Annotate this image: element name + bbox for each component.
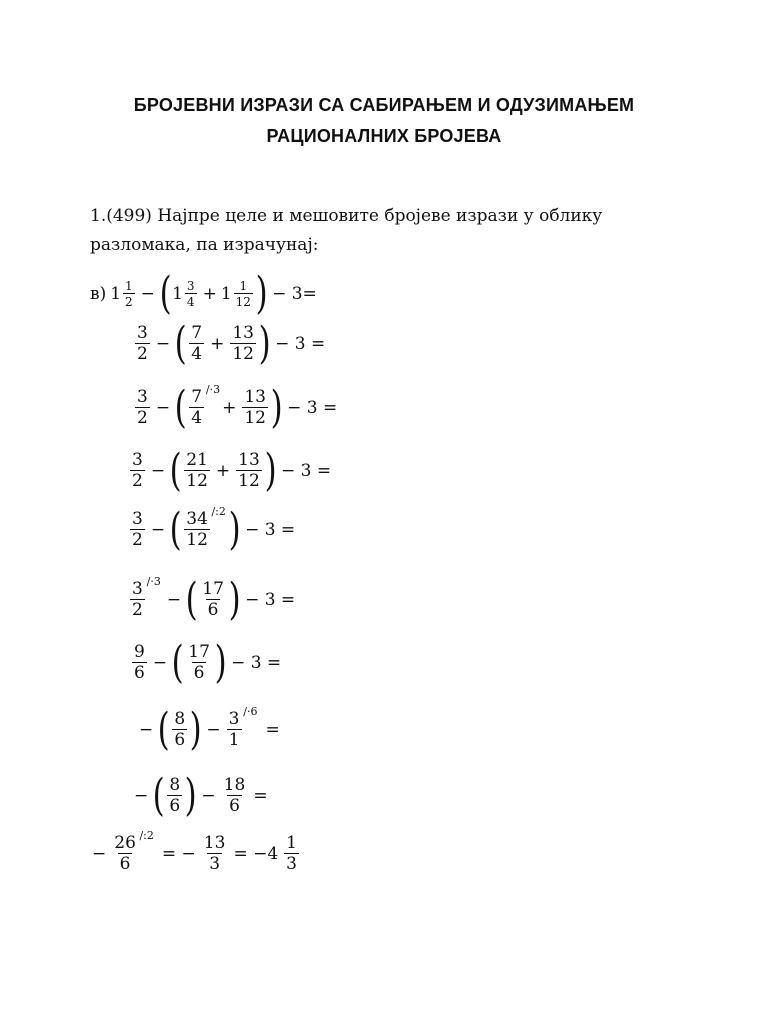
denominator: 2 [132,530,143,550]
denominator: 6 [207,600,219,620]
denominator: 6 [174,730,186,750]
minus-sign: − [92,844,107,864]
reduction-note: /:2 [139,829,154,842]
right-paren: ) [264,445,277,496]
denominator: 12 [238,471,260,491]
fraction [222,777,248,815]
plus-sign: + [215,461,231,481]
equals-result: = −4 [233,844,279,864]
mixed-number [221,280,255,308]
right-paren: ) [214,637,227,688]
fraction [202,835,228,873]
denominator: 4 [186,295,195,309]
denominator: 2 [125,295,133,309]
numerator: 13 [232,323,254,343]
equals-minus: = − [161,844,196,864]
right-paren: ) [228,574,241,625]
fraction [189,325,204,363]
minus-sign: − [155,398,171,418]
denominator: 3 [209,854,221,874]
left-paren: ( [157,704,170,755]
numerator: 8 [174,709,186,729]
expression-tail: = [265,720,280,740]
right-paren: ) [270,382,283,433]
denominator: 2 [132,471,143,491]
whole-part: 1 [110,284,122,304]
plus-sign: + [210,334,225,354]
left-paren: ( [169,504,182,555]
fraction [284,835,299,873]
step-2 [133,318,329,369]
numerator: 34 [186,509,208,529]
step-3 [133,382,341,433]
left-paren: ( [171,637,184,688]
denominator: 4 [191,408,203,428]
denominator: 12 [232,344,254,364]
step-5 [128,504,299,555]
whole-part: 1 [220,284,232,304]
fraction [200,581,226,619]
numerator: 21 [186,450,208,470]
left-paren: ( [159,268,172,319]
plus-sign: + [202,284,217,304]
fraction [112,829,154,874]
numerator: 1 [286,833,297,853]
minus-sign: − [150,461,166,481]
denominator: 6 [134,663,145,683]
numerator: 13 [244,387,266,407]
expression-tail: − 3 = [245,520,296,540]
numerator: 3 [228,709,240,729]
minus-sign: − [155,334,171,354]
denominator: 1 [228,730,240,750]
expansion-note: /·3 [146,575,161,588]
expansion-note: /·6 [243,705,258,718]
mixed-number [110,280,136,308]
denominator: 6 [193,663,205,683]
title-line-2: РАЦИОНАЛНИХ БРОЈЕВА [266,126,502,146]
left-paren: ( [174,382,187,433]
minus-sign: − [140,284,155,304]
right-paren: ) [255,268,268,319]
minus-sign: − [201,786,216,806]
step-9 [130,770,272,821]
reduction-note: /:2 [211,505,226,518]
task-text-line-1: 1.(499) Најпре целе и мешовите бројеве изрази у облику [90,206,603,226]
task-text-line-2: разломака, па израчунај: [90,235,319,255]
denominator: 2 [137,408,148,428]
numerator: 3 [132,450,143,470]
fraction [186,644,212,682]
fraction [130,452,145,490]
expression-tail: − 3 = [275,334,326,354]
numerator: 17 [188,642,210,662]
minus-sign: − [166,590,182,610]
fraction [185,280,197,308]
minus-sign: − [152,653,168,673]
step-6 [128,574,299,625]
denominator: 12 [235,295,251,309]
left-paren: ( [174,318,187,369]
right-paren: ) [258,318,271,369]
fraction [135,325,150,363]
numerator: 3 [132,579,143,599]
fraction [189,383,221,428]
denominator: 2 [137,344,148,364]
fraction [184,452,210,490]
numerator: 13 [203,833,226,853]
denominator: 6 [169,796,181,816]
numerator: 26 [114,833,136,853]
numerator: 18 [223,775,246,795]
item-label: в) [90,284,107,304]
left-paren: ( [152,770,165,821]
numerator: 1 [125,279,133,293]
left-paren: ( [185,574,198,625]
minus-sign: − [206,720,221,740]
expression-tail: − 3 = [231,653,282,673]
numerator: 3 [132,509,143,529]
fraction [167,777,182,815]
numerator: 1 [239,279,248,293]
step-1 [90,268,321,319]
fraction [130,575,161,620]
numerator: 9 [134,642,145,662]
fraction [172,711,187,749]
step-4 [128,445,335,496]
right-paren: ) [189,704,202,755]
right-paren: ) [184,770,197,821]
numerator: 7 [191,323,203,343]
fraction [184,505,226,550]
denominator: 4 [191,344,203,364]
numerator: 13 [238,450,260,470]
right-paren: ) [228,504,241,555]
fraction [230,325,256,363]
minus-sign: − [134,786,149,806]
expression-tail: = [253,786,268,806]
expression-tail: − 3 = [280,461,332,481]
numerator: 17 [202,579,224,599]
step-7 [130,637,285,688]
step-10 [88,829,301,874]
fraction [234,280,253,308]
whole-part: 1 [172,284,183,304]
numerator: 3 [186,279,195,293]
numerator: 3 [137,387,148,407]
fraction [236,452,262,490]
denominator: 6 [119,854,131,874]
fraction [135,389,150,427]
denominator: 12 [186,471,208,491]
numerator: 3 [137,323,148,343]
denominator: 6 [229,796,240,816]
left-paren: ( [169,445,182,496]
minus-sign: − [139,720,154,740]
denominator: 2 [132,600,143,620]
title-line-1: БРОЈЕВНИ ИЗРАЗИ СА САБИРАЊЕМ И ОДУЗИМАЊЕМ [133,95,635,115]
numerator: 8 [169,775,181,795]
mixed-number [172,280,198,308]
fraction [242,389,268,427]
plus-sign: + [222,398,237,418]
denominator: 3 [286,854,297,874]
expression-tail: − 3 = [245,590,296,610]
step-8 [135,704,284,755]
numerator: 7 [191,387,203,407]
fraction [227,705,258,750]
fraction [123,280,135,308]
minus-sign: − [150,520,166,540]
expression-tail: − 3 = [287,398,338,418]
expansion-note: /·3 [205,383,221,396]
expression-tail: − 3= [272,284,317,304]
fraction [132,644,147,682]
denominator: 12 [244,408,266,428]
denominator: 12 [186,530,208,550]
fraction [130,511,145,549]
